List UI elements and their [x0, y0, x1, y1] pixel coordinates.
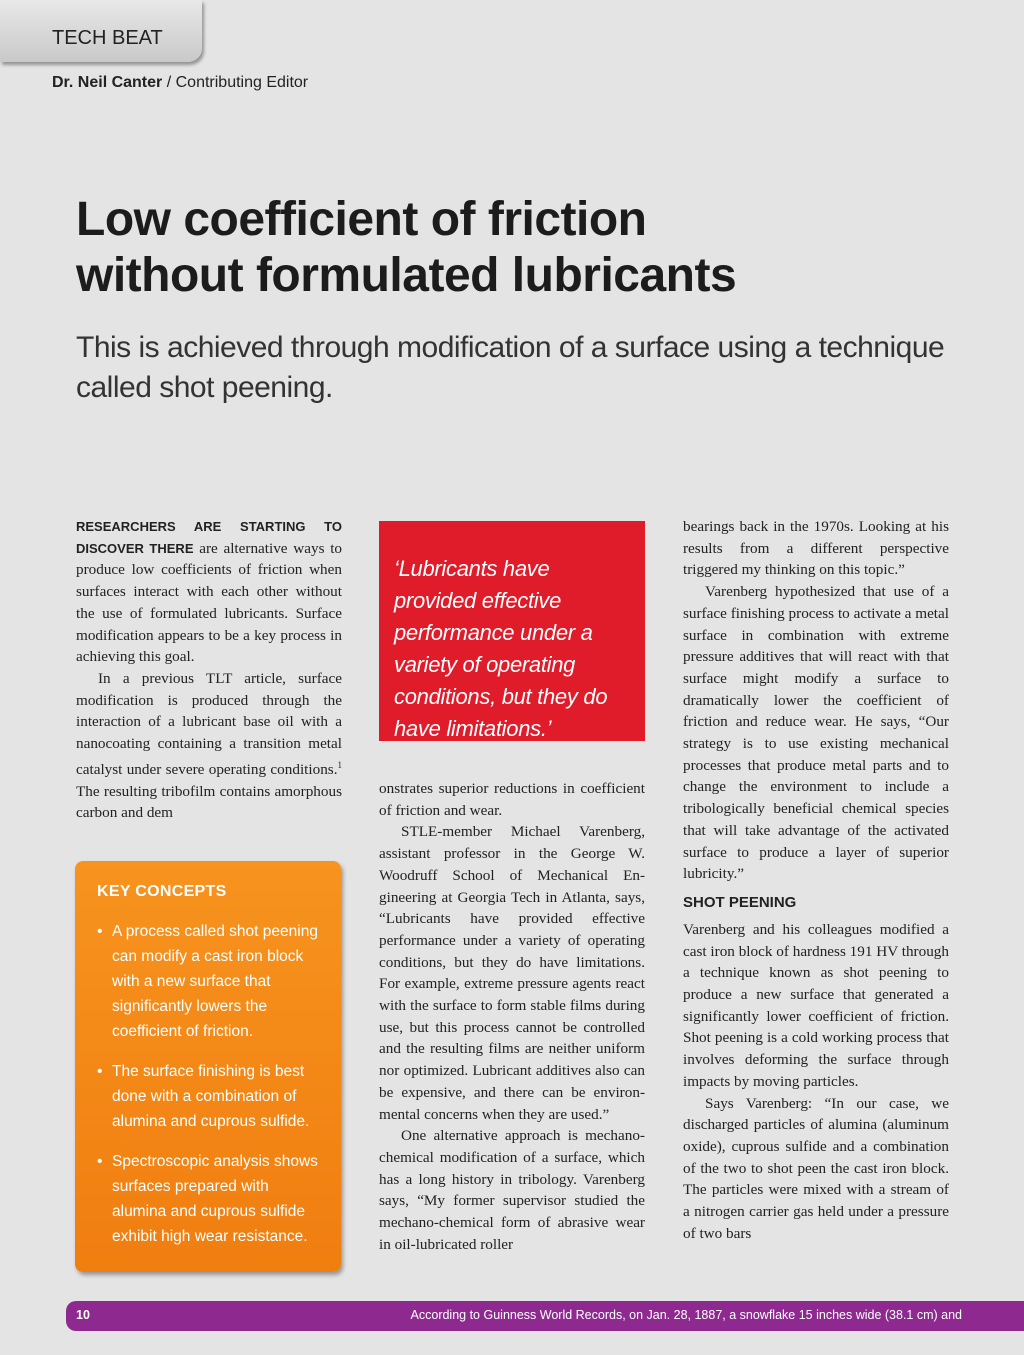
key-concepts-box — [75, 861, 341, 1272]
footer-fact: According to Guinness World Records, on Jan. 28, 1887, a snowflake 15 inches wide (38.1 cm) and — [410, 1308, 962, 1322]
pull-quote-box — [379, 521, 645, 741]
lead-in: RESEARCHERS ARE STARTING TO DISCOVER THERE — [76, 519, 342, 556]
column-2 — [379, 778, 645, 1255]
bullet-icon: • — [97, 923, 103, 940]
author-role: / Contributing Editor — [166, 74, 309, 91]
title-line-1: Low coefficient of friction — [76, 193, 647, 246]
bullet-icon: • — [97, 1153, 103, 1170]
col1-p2-text: In a previous TLT article, surface modification is produced through the interaction of a lubricant base oil with a nanocoating containing a transition metal catalyst under severe operating conditions. — [76, 669, 342, 778]
key-concept-text: A process called shot peening can modify a cast iron block with a new surface that significantly lowers the coefficient of friction. — [112, 923, 318, 1040]
column-1 — [76, 516, 342, 824]
section-label: TECH BEAT — [52, 27, 163, 49]
page-number: 10 — [76, 1308, 90, 1322]
section-tab — [0, 0, 202, 62]
reference-mark: 1 — [337, 759, 342, 770]
pull-quote-text: ‘Lubricants have provided effective performance under a variety of operating conditions, but they do have limitations.’ — [394, 556, 608, 741]
col3-paragraph-4: Says Varenberg: “In our case, we discharged particles of alumina (aluminum oxide), cuprous sulfide and a combination of the two to shot peen the cast iron block. The particles were mixed with a stream of a nitrogen carrier gas held under a pressure of two bars — [683, 1094, 949, 1242]
key-concepts-heading: KEY CONCEPTS — [97, 883, 227, 900]
author-name: Dr. Neil Canter — [52, 74, 163, 91]
section-heading-shot-peening: SHOT PEENING — [683, 893, 797, 911]
byline — [52, 74, 308, 92]
col1-p2-end: The resulting tribofilm contains amorphous carbon and dem — [76, 782, 342, 822]
column-3 — [683, 516, 949, 1245]
footer-bar — [66, 1301, 1024, 1331]
col2-paragraph-2: STLE-member Michael Varenberg, assistant professor in the George W. Woodruff School of Mechanical Engineering at Georgia Tech in Atlanta, says, “Lubricants have provided effective performance under a variety of operating conditions, but they do have limitations. For example, extreme pressure agents react with the surface to form stable films during use, but this process cannot be controlled and the resulting films are neither uniform nor optimized. Lubricant additives also can be expensive, and there can be environmental concerns when they are used.” — [379, 823, 645, 1123]
key-concept-item — [97, 919, 321, 1044]
col3-paragraph-1: bearings back in the 1970s. Looking at his results from a different perspective triggered my thinking on this topic.” — [683, 518, 949, 579]
col3-paragraph-2: Varenberg hypothesized that use of a surface finishing process to activate a metal surface in combination with extreme pressure additives that will react with that surface might modify a surface to dramatically lower the coefficient of friction and reduce wear. He says, “Our strategy is to use existing mechanical processes that produce metal parts and to change the environment to include a tribologically beneficial chemical species that will take advantage of the activated surface to produce a layer of superior lubricity.” — [683, 583, 949, 883]
col2-paragraph-3: One alternative approach is mechano-chemical modification of a surface, which has a long history in tribology. Varenberg says, “My former supervisor studied the mechano-chemical form of abrasive wear in oil-lubricated roller — [379, 1127, 645, 1253]
col1-paragraph-1 — [76, 516, 342, 668]
article-subtitle: This is achieved through modification of a surface using a technique called shot peening. — [76, 331, 945, 404]
bullet-icon: • — [97, 1063, 103, 1080]
article-title — [76, 192, 976, 304]
key-concepts-list — [97, 919, 321, 1249]
key-concept-item — [97, 1059, 321, 1134]
col1-p1-text: are alternative ways to produce low coefficients of friction when surfaces interact with each other without the use of formulated lubricants. Surface modification appears to be a key process in achieving this goal. — [76, 539, 343, 666]
col2-paragraph-1: onstrates superior reductions in coefficient of friction and wear. — [379, 780, 645, 819]
key-concept-text: Spectroscopic analysis shows surfaces prepared with alumina and cuprous sulfide exhibit high wear resistance. — [112, 1153, 318, 1245]
key-concept-text: The surface finishing is best done with a combination of alumina and cuprous sulfide. — [112, 1063, 310, 1130]
title-line-2: without formulated lubricants — [76, 249, 737, 302]
col1-paragraph-2 — [76, 668, 342, 824]
col3-paragraph-3: Varenberg and his colleagues modified a cast iron block of hardness 191 HV through a technique known as shot peening to produce a new surface that generated a significantly lower coefficient of friction. Shot peening is a cold working process that involves deforming the surface through impacts by moving particles. — [683, 920, 949, 1090]
key-concept-item — [97, 1149, 321, 1249]
